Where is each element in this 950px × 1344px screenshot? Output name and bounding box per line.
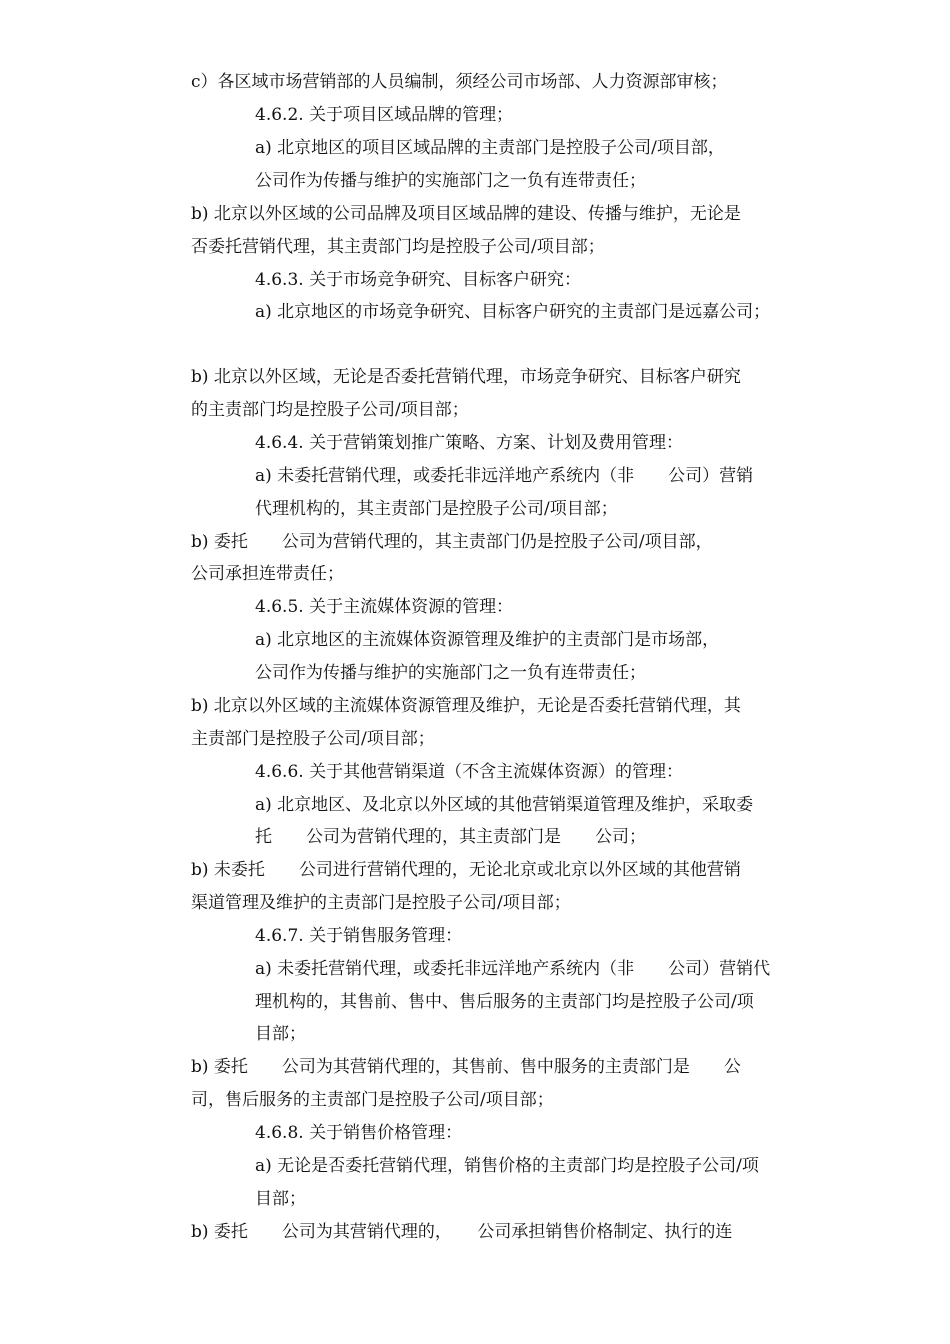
text-line: 公司作为传播与维护的实施部门之一负有连带责任； [255,171,646,191]
text-line: b) 委托 公司为其营销代理的，其售前、售中服务的主责部门是 公 [191,1057,741,1077]
text-line: b) 北京以外区域的主流媒体资源管理及维护，无论是否委托营销代理，其 [191,696,741,716]
text-line: 目部； [255,1024,306,1044]
text-line: b) 未委托 公司进行营销代理的，无论北京或北京以外区域的其他营销 [191,860,741,880]
section-heading: 4.6.3. 关于市场竞争研究、目标客户研究： [255,270,582,290]
text-line: a) 未委托营销代理，或委托非远洋地产系统内（非 公司）营销代 [255,959,771,979]
text-line: 的主责部门均是控股子公司/项目部； [191,400,469,420]
text-line: b) 委托 公司为营销代理的，其主责部门仍是控股子公司/项目部， [191,532,713,552]
text-line: 主责部门是控股子公司/项目部； [191,729,435,749]
text-line: 代理机构的，其主责部门是控股子公司/项目部； [255,499,618,519]
text-line: 渠道管理及维护的主责部门是控股子公司/项目部； [191,893,571,913]
section-heading: 4.6.6. 关于其他营销渠道（不含主流媒体资源）的管理： [255,762,684,782]
section-heading: 4.6.5. 关于主流媒体资源的管理： [255,597,514,617]
text-line: a) 北京地区的主流媒体资源管理及维护的主责部门是市场部， [255,630,720,650]
section-heading: 4.6.2. 关于项目区域品牌的管理； [255,105,514,125]
text-line: a) 北京地区的项目区域品牌的主责部门是控股子公司/项目部， [255,138,725,158]
text-line: a) 未委托营销代理，或委托非远洋地产系统内（非 公司）营销 [255,466,754,486]
text-line: 司，售后服务的主责部门是控股子公司/项目部； [191,1090,554,1110]
text-line: 否委托营销代理，其主责部门均是控股子公司/项目部； [191,237,605,257]
text-line: 目部； [255,1189,306,1209]
text-line: 公司作为传播与维护的实施部门之一负有连带责任； [255,663,646,683]
text-line: b) 委托 公司为其营销代理的， 公司承担销售价格制定、执行的连 [191,1222,733,1242]
text-line: c）各区域市场营销部的人员编制，须经公司市场部、人力资源部审核； [191,72,728,92]
text-line: a) 北京地区的市场竞争研究、目标客户研究的主责部门是远嘉公司； [255,302,771,322]
section-heading: 4.6.8. 关于销售价格管理： [255,1123,463,1143]
section-heading: 4.6.4. 关于营销策划推广策略、方案、计划及费用管理： [255,433,684,453]
text-line: 理机构的，其售前、售中、售后服务的主责部门均是控股子公司/项 [255,992,754,1012]
section-heading: 4.6.7. 关于销售服务管理： [255,926,463,946]
text-line: a) 北京地区、及北京以外区域的其他营销渠道管理及维护，采取委 [255,795,754,815]
text-line: b) 北京以外区域的公司品牌及项目区域品牌的建设、传播与维护，无论是 [191,204,741,224]
text-line: 托 公司为营销代理的，其主责部门是 公司； [255,827,646,847]
text-line: a) 无论是否委托营销代理，销售价格的主责部门均是控股子公司/项 [255,1156,759,1176]
text-line: 公司承担连带责任； [191,564,344,584]
text-line: b) 北京以外区域，无论是否委托营销代理，市场竞争研究、目标客户研究 [191,367,741,387]
